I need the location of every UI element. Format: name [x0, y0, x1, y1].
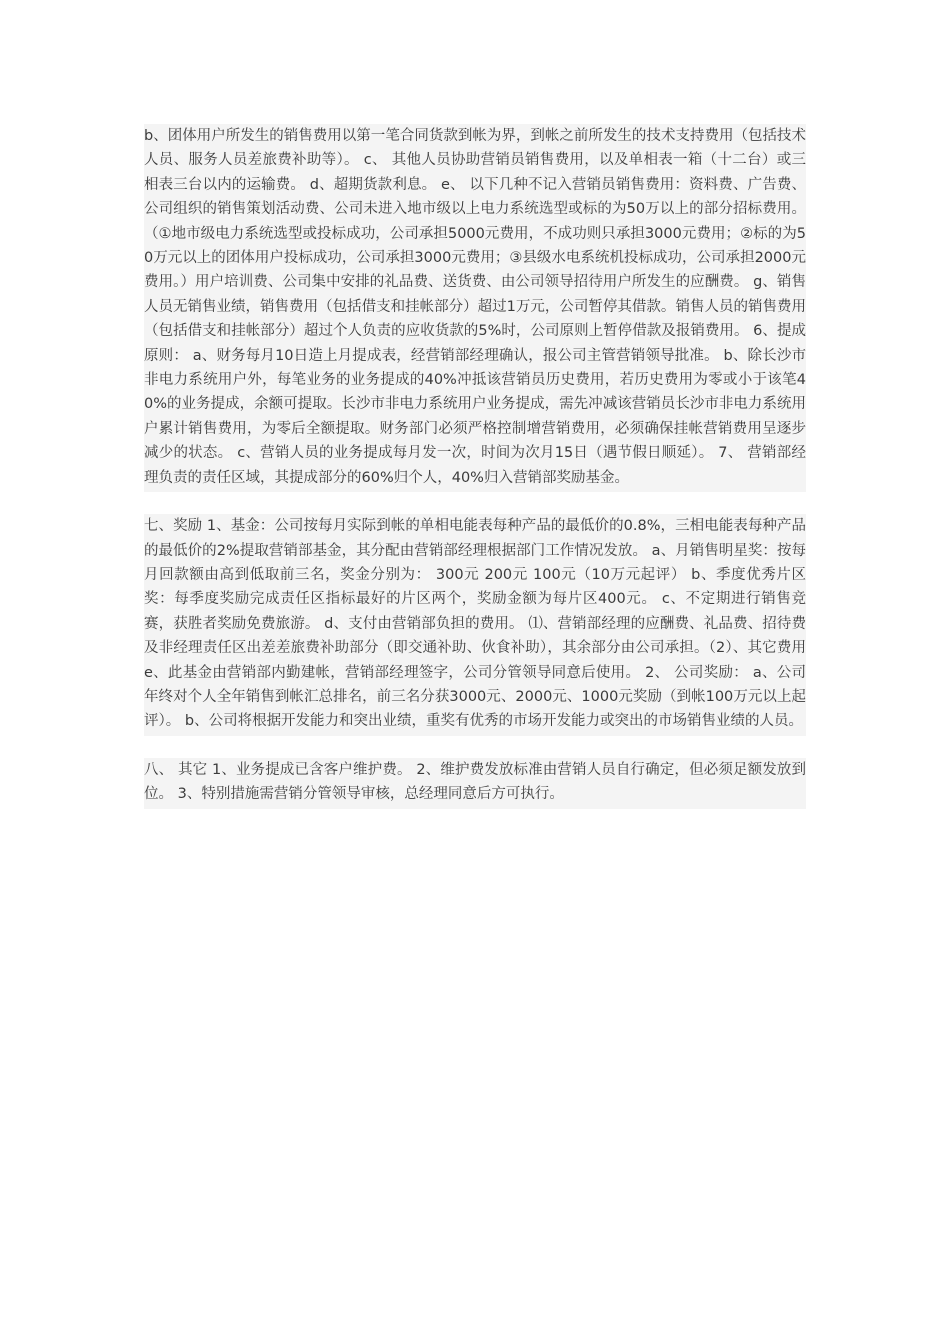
paragraph-spacer — [144, 736, 806, 758]
paragraph-other: 八、 其它 1、业务提成已含客户维护费。 2、维护费发放标准由营销人员自行确定，但必须足额发放到位。 3、特别措施需营销分管领导审核，总经理同意后方可执行。 — [144, 758, 806, 809]
paragraph-spacer — [144, 492, 806, 514]
document-body — [144, 124, 806, 809]
paragraph-sales-expenses: b、团体用户所发生的销售费用以第一笔合同货款到帐为界，到帐之前所发生的技术支持费用（包括技术人员、服务人员差旅费补助等）。 c、 其他人员协助营销员销售费用，以及单相表一箱（十二台）或三相表三台以内的运输费。 d、超期货款利息。 e、 以下几种不记入营销员销售费用：资料费、广告费、公司组织的销售策划活动费、公司未进入地市级以上电力系统选型或标的为50万以上的部分招标费用。（①地市级电力系统选型或投标成功，公司承担5000元费用，不成功则只承担3000元费用；②标的为50万元以上的团体用户投标成功，公司承担3000元费用；③县级水电系统机投标成功，公司承担2000元费用。）用户培训费、公司集中安排的礼品费、送货费、由公司领导招待用户所发生的应酬费。 g、销售人员无销售业绩，销售费用（包括借支和挂帐部分）超过1万元，公司暂停其借款。销售人员的销售费用（包括借支和挂帐部分）超过个人负责的应收货款的5%时，公司原则上暂停借款及报销费用。 6、提成原则： a、财务每月10日造上月提成表，经营销部经理确认，报公司主管营销领导批准。 b、除长沙市非电力系统用户外，每笔业务的业务提成的40%冲抵该营销员历史费用，若历史费用为零或小于该笔40%的业务提成，余额可提取。长沙市非电力系统用户业务提成，需先冲减该营销员长沙市非电力系统用户累计销售费用，为零后全额提取。财务部门必须严格控制增营销费用，必须确保挂帐营销费用呈逐步减少的状态。 c、营销人员的业务提成每月发一次，时间为次月15日（遇节假日顺延）。 7、 营销部经理负责的责任区域，其提成部分的60%归个人，40%归入营销部奖励基金。 — [144, 124, 806, 492]
paragraph-rewards: 七、奖励 1、基金：公司按每月实际到帐的单相电能表每种产品的最低价的0.8%，三相电能表每种产品的最低价的2%提取营销部基金，其分配由营销部经理根据部门工作情况发放。 a、月销售明星奖：按每月回款额由高到低取前三名，奖金分别为： 300元 200元 100元（10万元起评） b、季度优秀片区奖：每季度奖励完成责任区指标最好的片区两个，奖励金额为每片区400元。 c、不定期进行销售竞赛，获胜者奖励免费旅游。 d、支付由营销部负担的费用。 ⑴、营销部经理的应酬费、礼品费、招待费及非经理责任区出差差旅费补助部分（即交通补助、伙食补助），其余部分由公司承担。（2）、其它费用 e、此基金由营销部内勤建帐，营销部经理签字，公司分管领导同意后使用。 2、 公司奖励： a、公司年终对个人全年销售到帐汇总排名，前三名分获3000元、2000元、1000元奖励（到帐100万元以上起评）。 b、公司将根据开发能力和突出业绩，重奖有优秀的市场开发能力或突出的市场销售业绩的人员。 — [144, 514, 806, 736]
